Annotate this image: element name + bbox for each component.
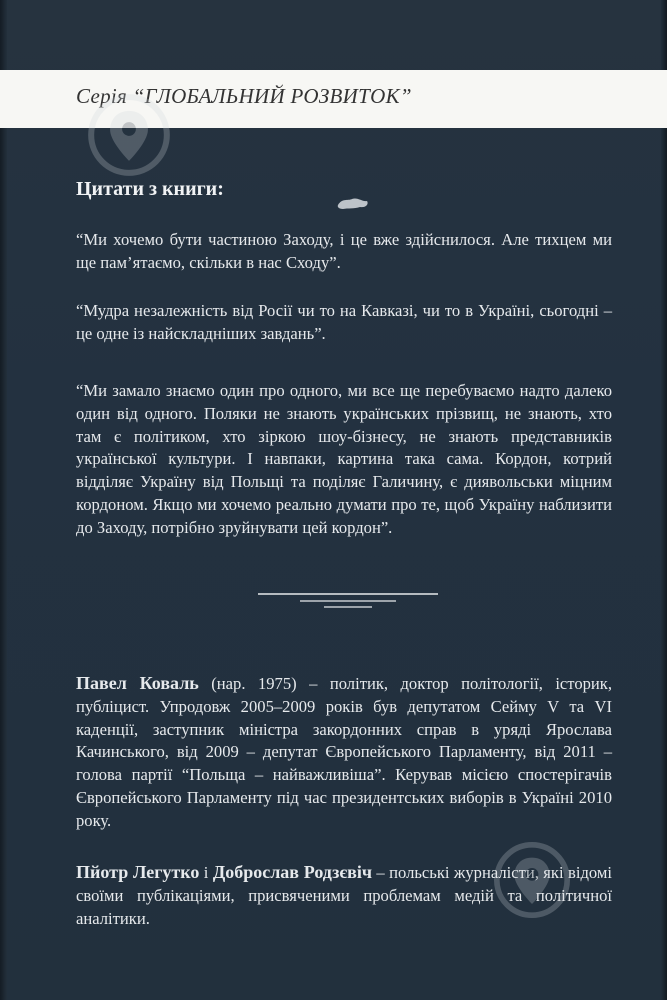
map-pin-watermark-icon [492, 840, 572, 920]
coauthors-joiner: і [199, 863, 213, 882]
quote-1: “Ми хочемо бути частиною Заходу, і це вже здійснилося. Але тихцем ми ще пам’ятаємо, скільки в нас Сходу”. [76, 230, 612, 272]
coauthor-rodziewicz-name: Доброслав Родзєвіч [212, 862, 373, 882]
author-koval-name: Павел Коваль [76, 673, 199, 693]
cover-stain [336, 195, 370, 211]
coauthor-legutko-name: Пйотр Легутко [76, 862, 200, 882]
decorative-rule-ornament [258, 586, 438, 616]
map-pin-watermark-icon [86, 92, 172, 178]
author-koval-text: (нар. 1975) – політик, доктор політології, історик, публіцист. Упродовж 2005–2009 років був депутатом Сейму V та VI каденції, заступник міністра закордонних справ в уряді Ярослава Качинського, від 2009 – депутат Європейського Парламенту, від 2011 – голова партії “Польща – найважливіша”. Керував місією спостерігачів Європейського Парламенту під час президентських виборів в Україні 2010 року. [76, 674, 613, 830]
coauthors-text: – польські журналісти, які відомі своїми публікаціями, присвяченими проблемам медій та політичної аналітики. [76, 863, 612, 928]
quote-2: “Мудра незалежність від Росії чи то на Кавказі, чи то в Україні, сьогодні – це одне із найскладніших завдань”. [76, 301, 612, 343]
series-title: Серія “ГЛОБАЛЬНИЙ РОЗВИТОК” [76, 84, 412, 108]
cover-edge-left [0, 0, 7, 1000]
quote-3: “Ми замало знаємо один про одного, ми все ще перебуваємо надто далеко один від одного. Поляки не знають українських прізвищ, не знають, хто там є політиком, хто зіркою шоу-бізнесу, не знають представників української культури. І навпаки, картина така сама. Кордон, котрий відділяє Україну від Польщі та поділяє Галичину, є диявольськи міцним кордоном. Якщо ми хочемо реально думати про те, щоб Україну наблизити до Заходу, потрібно зруйнувати цей кордон”. [76, 381, 612, 537]
cover-edge-right [661, 0, 667, 1000]
quotes-heading: Цитати з книги: [76, 178, 224, 200]
author-koval-bio [76, 672, 612, 833]
